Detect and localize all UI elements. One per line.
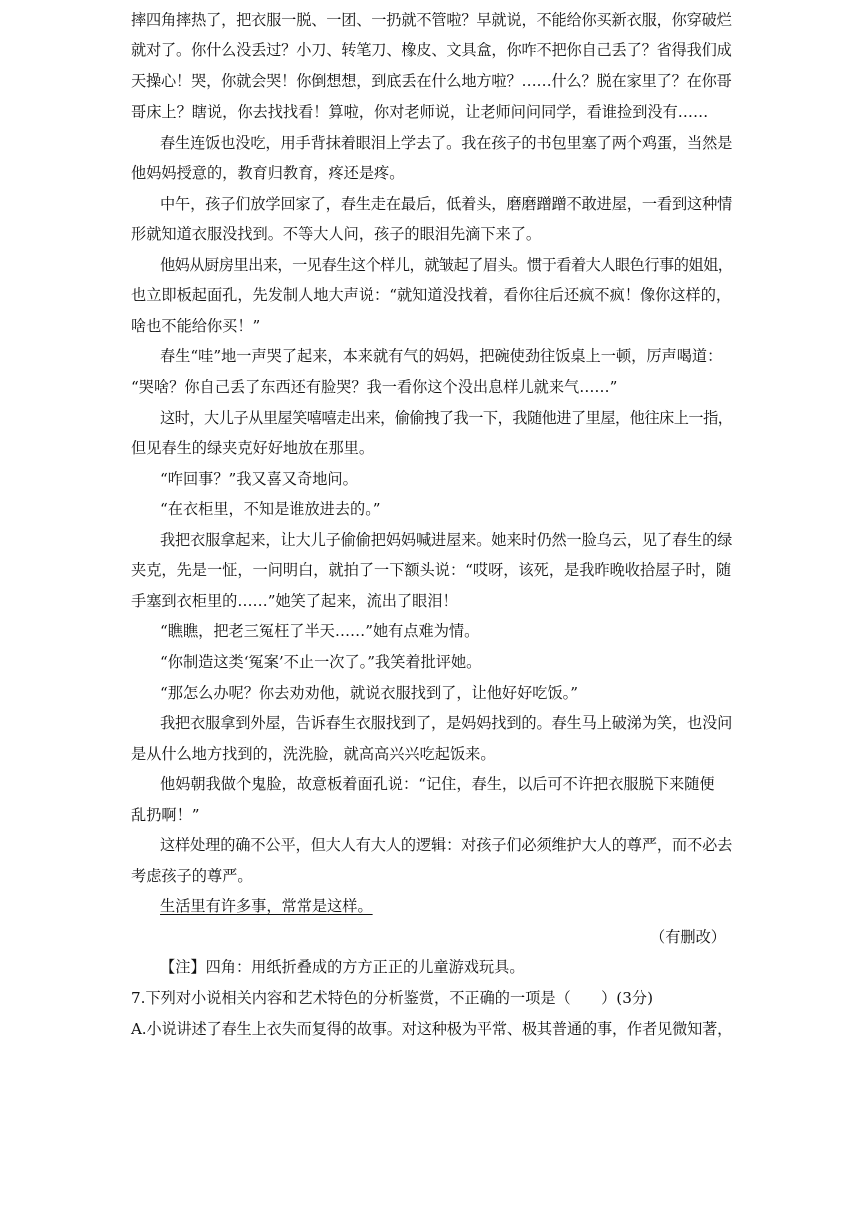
text-line: 也立即板起面孔，先发制人地大声说：“就知道没找着，看你往后还疯不疯！像你这样的， (131, 286, 732, 304)
text-line: 考虑孩子的尊严。 (131, 867, 253, 885)
text-line: “哭啥？你自己丢了东西还有脸哭？我一看你这个没出息样儿就来气……” (131, 378, 618, 396)
text-line: “咋回事？”我又喜又奇地问。 (160, 470, 358, 488)
footnote: 【注】四角：用纸折叠成的方方正正的儿童游戏玩具。 (160, 958, 525, 976)
text-line: “你制造这类‘冤案’不止一次了。”我笑着批评她。 (160, 653, 482, 671)
text-line: 他妈朝我做个鬼脸，故意板着面孔说：“记住，春生，以后可不许把衣服脱下来随便 (160, 775, 715, 793)
text-line: 手塞到衣柜里的……”她笑了起来，流出了眼泪！ (131, 592, 458, 610)
text-line: 春生连饭也没吃，用手背抹着眼泪上学去了。我在孩子的书包里塞了两个鸡蛋，当然是 (160, 134, 733, 152)
text-line: 夹克，先是一怔，一问明白，就拍了一下额头说：“哎呀，该死，是我昨晚收拾屋子时，随 (131, 561, 732, 579)
text-line: 啥也不能给你买！” (131, 317, 261, 335)
text-line: 中午，孩子们放学回家了，春生走在最后，低着头，磨磨蹭蹭不敢进屋，一看到这种情 (160, 195, 733, 213)
text-line: “那怎么办呢？你去劝劝他，就说衣服找到了，让他好好吃饭。” (160, 684, 578, 702)
text-line: 就对了。你什么没丢过？小刀、转笔刀、橡皮、文具盒，你咋不把你自己丢了？省得我们成 (131, 41, 732, 59)
abridged-note: （有删改） (650, 928, 726, 946)
option-a: A.小说讲述了春生上衣失而复得的故事。对这种极为平常、极其普通的事，作者见微知著， (131, 1020, 733, 1038)
underlined-sentence: 生活里有许多事，常常是这样。 (160, 897, 373, 915)
text-line: 他妈妈授意的，教育归教育，疼还是疼。 (131, 164, 405, 182)
text-line: 我把衣服拿到外屋，告诉春生衣服找到了，是妈妈找到的。春生马上破涕为笑，也没问 (160, 714, 733, 732)
text-line: 哥床上？瞎说，你去找找看！算啦，你对老师说，让老师问问同学，看谁捡到没有…… (131, 103, 709, 121)
text-line: 但见春生的绿夹克好好地放在那里。 (131, 439, 374, 457)
text-line: 天操心！哭，你就会哭！你倒想想，到底丢在什么地方啦？……什么？脱在家里了？在你哥 (131, 72, 732, 90)
text-line: 是从什么地方找到的，洗洗脸，就高高兴兴吃起饭来。 (131, 745, 496, 763)
text-line: “瞧瞧，把老三冤枉了半天……”她有点难为情。 (160, 622, 480, 640)
text-line: 这时，大儿子从里屋笑嘻嘻走出来，偷偷拽了我一下，我随他进了里屋，他往床上一指， (160, 409, 733, 427)
text-line: 形就知道衣服没找到。不等大人问，孩子的眼泪先滴下来了。 (131, 225, 542, 243)
text-line: 乱扔啊！” (131, 806, 200, 824)
text-line: 我把衣服拿起来，让大儿子偷偷把妈妈喊进屋来。她来时仍然一脸乌云，见了春生的绿 (160, 531, 733, 549)
text-line: 摔四角摔热了，把衣服一脱、一团、一扔就不管啦？早就说，不能给你买新衣服，你穿破烂 (131, 11, 732, 29)
text-line: “在衣柜里，不知是谁放进去的。” (160, 500, 381, 518)
text-line: 他妈从厨房里出来，一见春生这个样儿，就皱起了眉头。惯于看着大人眼色行事的姐姐， (160, 256, 733, 274)
text-line: 这样处理的确不公平，但大人有大人的逻辑：对孩子们必须维护大人的尊严，而不必去 (160, 836, 733, 854)
text-line: 春生“哇”地一声哭了起来，本来就有气的妈妈，把碗使劲往饭桌上一顿，厉声喝道： (160, 347, 723, 365)
question-stem: 7.下列对小说相关内容和艺术特色的分析鉴赏，不正确的一项是（ ）(3分) (131, 989, 654, 1007)
